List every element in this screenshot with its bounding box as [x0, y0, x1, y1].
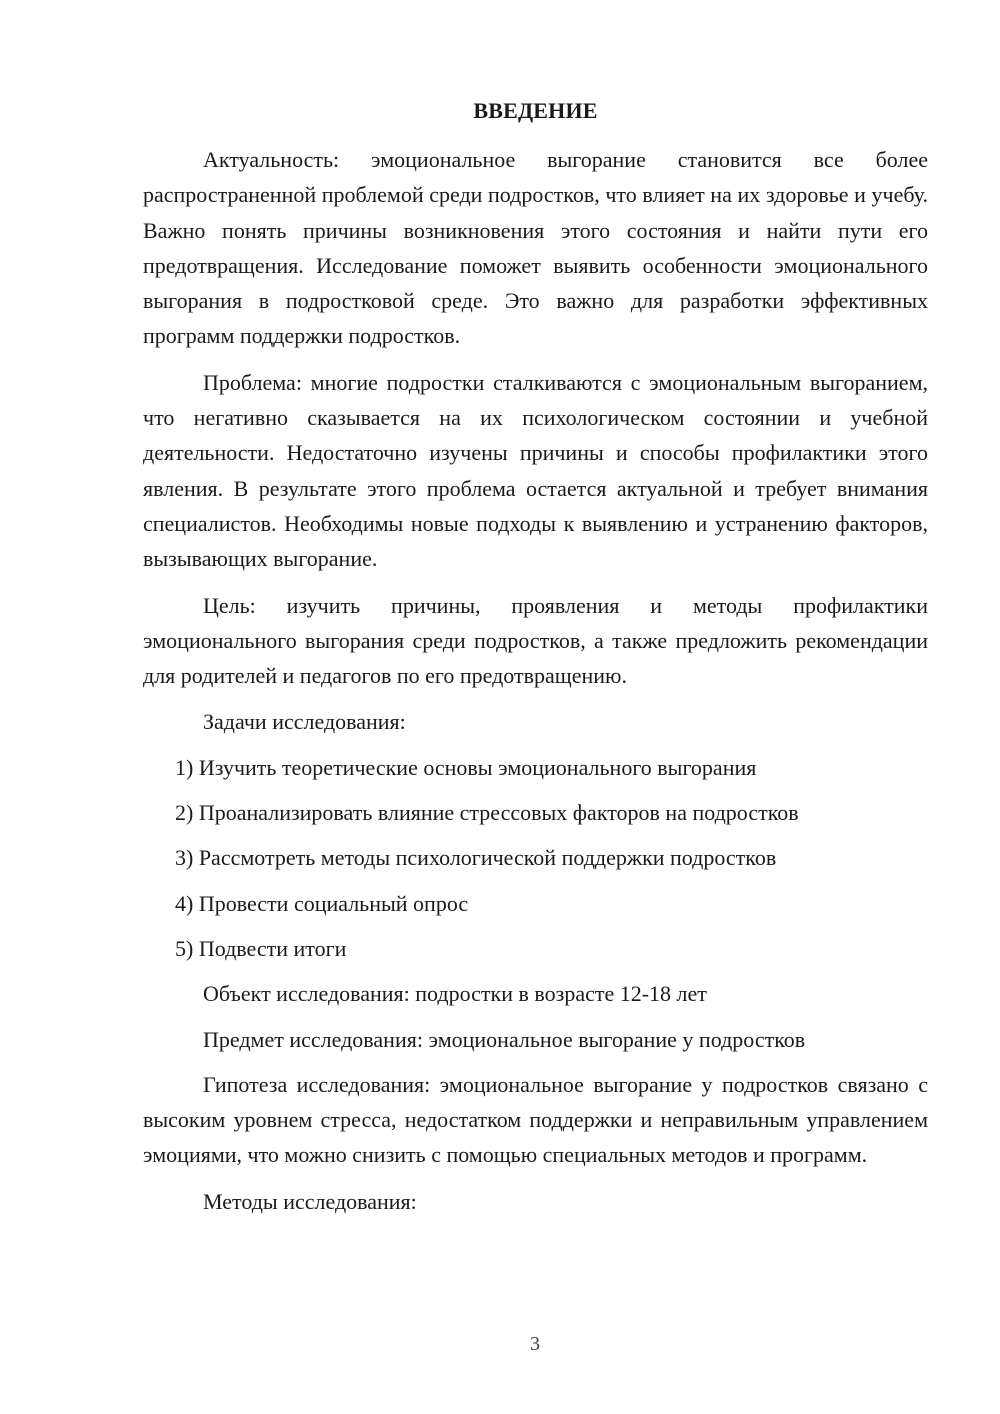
- goal-paragraph: Цель: изучить причины, проявления и методы профилактики эмоционального выгорания среди подростков, а также предложить рекомендации для родителей и педагогов по его предотвращению.: [143, 592, 928, 689]
- tasks-label: Задачи исследования:: [203, 709, 406, 735]
- list-item: 4) Провести социальный опрос: [175, 890, 469, 916]
- problem-paragraph: Проблема: многие подростки сталкиваются с эмоциональным выгоранием, что негативно сказывается на их психологическом состоянии и учебной деятельности. Недостаточно изучены причины и способы профилактики этого явления. В результате этого проблема остается актуальной и требует внимания специалистов. Необходимы новые подходы к выявлению и устранению факторов, вызывающих выгорание.: [143, 369, 928, 572]
- page-number: 3: [530, 1333, 540, 1355]
- section-heading: ВВЕДЕНИЕ: [473, 98, 598, 123]
- methods-label: Методы исследования:: [203, 1188, 417, 1214]
- document-page: [143, 94, 928, 1229]
- list-item: 3) Рассмотреть методы психологической поддержки подростков: [175, 845, 777, 871]
- object-line: Объект исследования: подростки в возрасте 12-18 лет: [203, 981, 707, 1007]
- list-item: 2) Проанализировать влияние стрессовых факторов на подростков: [175, 800, 799, 826]
- subject-line: Предмет исследования: эмоциональное выгорание у подростков: [203, 1026, 806, 1052]
- list-item: 1) Изучить теоретические основы эмоционального выгорания: [175, 754, 757, 780]
- list-item: 5) Подвести итоги: [175, 935, 347, 961]
- hypothesis-paragraph: Гипотеза исследования: эмоциональное выгорание у подростков связано с высоким уровнем стресса, недостатком поддержки и неправильным управлением эмоциями, что можно снизить с помощью специальных методов и программ.: [143, 1071, 928, 1168]
- relevance-paragraph: Актуальность: эмоциональное выгорание становится все более распространенной проблемой среди подростков, что влияет на их здоровье и учебу. Важно понять причины возникновения этого состояния и найти пути его предотвращения. Исследование поможет выявить особенности эмоционального выгорания в подростковой среде. Это важно для разработки эффективных программ поддержки подростков.: [143, 147, 928, 349]
- tasks-list: [143, 750, 928, 966]
